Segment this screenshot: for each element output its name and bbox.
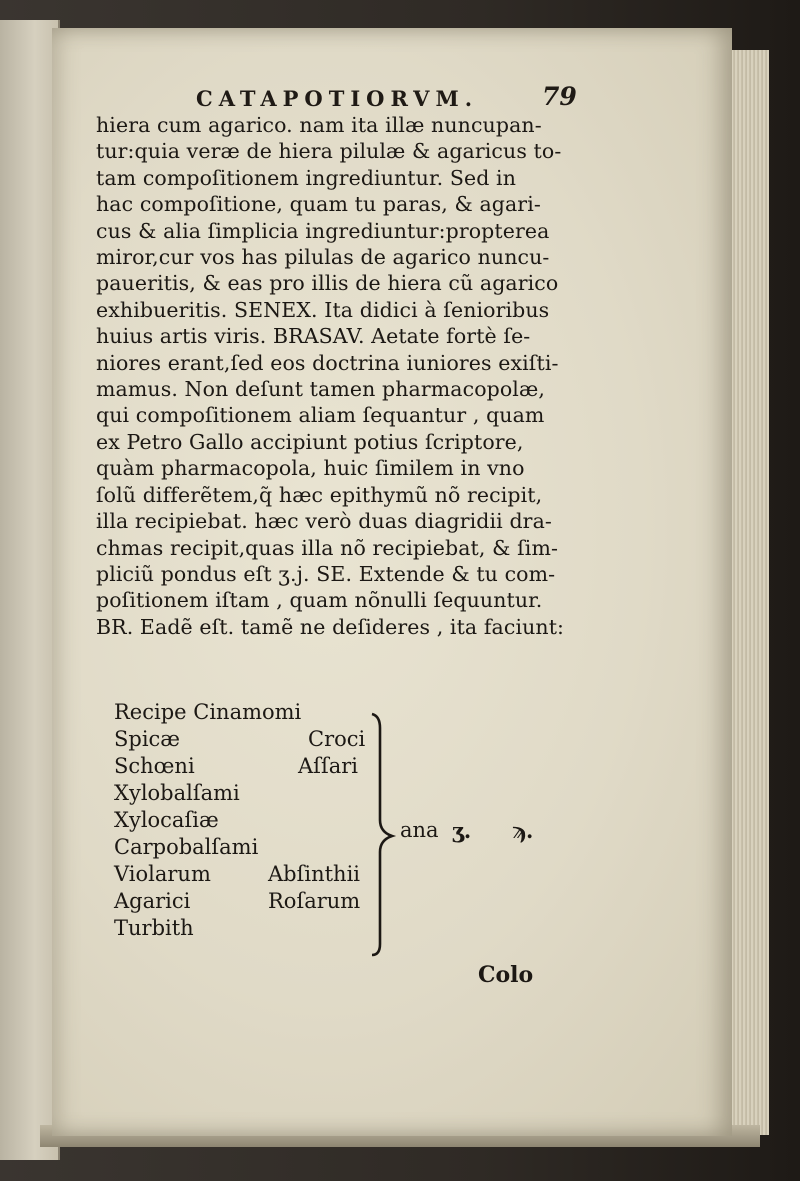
text-line: tur:quia veræ de hiera pilulæ & agaricus to- [96, 139, 562, 164]
text-line: huius artis viris. BRASAV. Aetate fortè ſe- [96, 324, 531, 349]
ingredient: Agarici [114, 889, 191, 913]
facing-page-edge [0, 20, 60, 1160]
text-line: poſitionem iſtam , quam nõnulli ſequuntur. [96, 588, 543, 613]
body-text [96, 112, 565, 640]
text-line: qui compoſitionem aliam ſequantur , quam [96, 403, 545, 428]
page-number: 79 [542, 82, 577, 111]
text-line: exhibueritis. SENEX. Ita didici à ſenioribus [96, 297, 550, 322]
ingredient: Roſarum [268, 889, 361, 913]
text-line: hac compoſitione, quam tu paras, & agari- [96, 192, 541, 217]
recipe-list [114, 700, 554, 960]
ingredient: Recipe Cinamomi [114, 700, 302, 724]
text-line: cus & alia ſimplicia ingrediuntur:propterea [96, 218, 550, 243]
ingredient: Turbith [114, 916, 194, 940]
quantity-ana: ana [400, 818, 439, 842]
ingredient: Croci [308, 727, 366, 751]
ingredient: Schœni [114, 754, 195, 778]
scruple-symbol: ϡ. [512, 818, 534, 843]
text-line: paueritis, & eas pro illis de hiera cũ agarico [96, 271, 559, 296]
ingredient: Xylocaſiæ [114, 808, 219, 832]
text-line: quàm pharmacopola, huic ſimilem in vno [96, 456, 525, 481]
text-line: ſolũ differẽtem,q̃ hæc epithymũ nõ recipit, [96, 482, 543, 507]
curly-brace-icon [370, 712, 404, 957]
text-line: illa recipiebat. hæc verò duas diagridii dra- [96, 509, 552, 534]
running-head: CATAPOTIORVM. [196, 86, 479, 111]
catchword: Colo [478, 962, 534, 988]
text-line: pliciũ pondus eſt ʒ.j. SE. Extende & tu com- [96, 561, 556, 586]
text-line: mamus. Non deſunt tamen pharmacopolæ, [96, 377, 545, 402]
text-line: BR. Eadẽ eſt. tamẽ ne deſideres , ita faciunt: [96, 614, 565, 639]
drachm-symbol: ʒ. [452, 818, 472, 843]
ingredient: Violarum [114, 862, 211, 886]
text-line: chmas recipit,quas illa nõ recipiebat, & ſim- [96, 535, 559, 560]
ingredient: Spicæ [114, 727, 181, 751]
text-line: niores erant,ſed eos doctrina iuniores exiſti- [96, 350, 559, 375]
text-line: miror,cur vos has pilulas de agarico nuncu- [96, 245, 550, 270]
ingredient: Aſſari [298, 754, 358, 778]
text-line: hiera cum agarico. nam ita illæ nuncupan- [96, 113, 542, 137]
ingredient: Xylobalſami [114, 781, 240, 805]
text-line: ex Petro Gallo accipiunt potius ſcriptore, [96, 429, 524, 454]
ingredient: Carpobalſami [114, 835, 259, 859]
ingredient: Abſinthii [268, 862, 361, 886]
text-line: tam compoſitionem ingrediuntur. Sed in [96, 165, 517, 190]
